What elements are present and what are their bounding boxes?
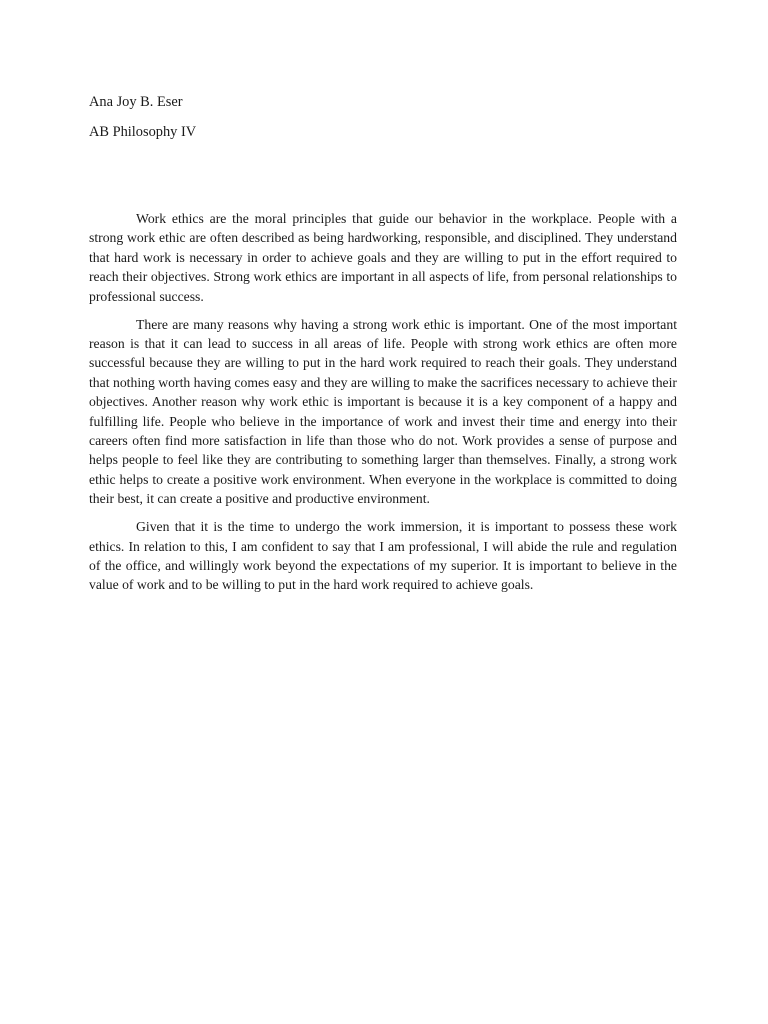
author-name: Ana Joy B. Eser [89,94,183,110]
essay-paragraph: Work ethics are the moral principles that guide our behavior in the workplace. People with a strong work ethic are often described as being hardworking, responsible, and disciplined. They understand that hard work is necessary in order to achieve goals and they are willing to put in the effort required to reach their objectives. Strong work ethics are important in all aspects of life, from personal relationships to professional success. [89,211,677,304]
essay-paragraph: Given that it is the time to undergo the work immersion, it is important to possess these work ethics. In relation to this, I am confident to say that I am professional, I will abide the rule and regulation of the office, and willingly work beyond the expectations of my superior. It is important to believe in the value of work and to be willing to put in the hard work required to achieve goals. [89,519,677,593]
essay-body [89,209,677,603]
author-course: AB Philosophy IV [89,124,197,140]
essay-paragraph: There are many reasons why having a strong work ethic is important. One of the most important reason is that it can lead to success in all areas of life. People with strong work ethics are often more successful because they are willing to put in the hard work required to reach their goals. They understand that nothing worth having comes easy and they are willing to make the sacrifices necessary to achieve their objectives. Another reason why work ethic is important is because it is a key component of a happy and fulfilling life. People who believe in the importance of work and invest their time and energy into their careers often find more satisfaction in life than those who do not. Work provides a sense of purpose and helps people to feel like they are contributing to something larger than themselves. Finally, a strong work ethic helps to create a positive work environment. When everyone in the workplace is committed to doing their best, it can create a positive and productive environment. [89,316,677,507]
author-header [89,93,196,153]
